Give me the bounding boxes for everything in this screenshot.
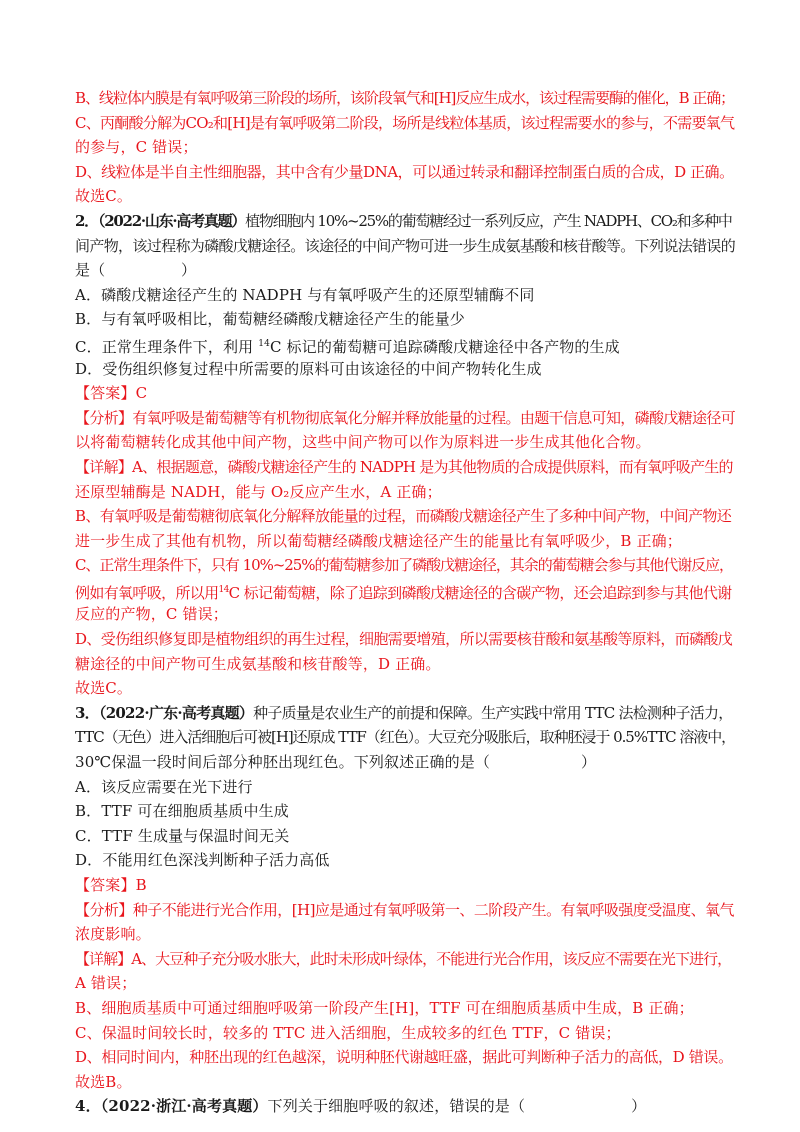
q3-number: 3． — [75, 703, 99, 722]
q2-stem-text1: 植物细胞内 10%~25%的葡萄糖经过一系列反应，产生 NADPH、CO₂和多种中 — [245, 211, 732, 230]
q2-stem-line2: 间产物，该过程称为磷酸戊糖途径。该途径的中间产物可进一步生成氨基酸和核苷酸等。下列说法错误的 — [75, 236, 736, 255]
prev-detail-d: D、线粒体是半自主性细胞器，其中含有少量DNA，可以通过转录和翻译控制蛋白质的合成，D 正确。 — [75, 162, 734, 181]
q2-detail-c1: C、正常生理条件下，只有 10%~25%的葡萄糖参加了磷酸戊糖途径，其余的葡萄糖会参与其他代谢反应， — [75, 556, 733, 575]
prev-detail-b: B、线粒体内膜是有氧呼吸第三阶段的场所，该阶段氧气和[H]反应生成水，该过程需要酶的催化，B 正确； — [75, 89, 735, 107]
q2-option-d: D．受伤组织修复过程中所需要的原料可由该途径的中间产物转化生成 — [75, 359, 542, 378]
q3-option-c: C．TTF 生成量与保温时间无关 — [75, 826, 290, 845]
q2-number: 2． — [75, 211, 98, 230]
q2-answer: 【答案】C — [75, 384, 148, 403]
q3-stem-line2: TTC（无色）进入活细胞后可被[H]还原成 TTF（红色）。大豆充分吸胀后，取种胚浸于 0.5%TTC 溶液中， — [75, 728, 736, 747]
q3-source: （2022·广东·高考真题） — [98, 703, 254, 722]
q3-conclusion: 故选B。 — [75, 1072, 132, 1091]
q2-detail-b2: 进一步生成了其他有机物，所以葡萄糖经磷酸戊糖途径产生的能量比有氧呼吸少，B 正确； — [75, 531, 682, 550]
q2-detail-b1: B、有氧呼吸是葡萄糖彻底氧化分解释放能量的过程，而磷酸戊糖途径产生了多种中间产物，中间产物还 — [75, 507, 732, 526]
q3-option-b: B．TTF 可在细胞质基质中生成 — [75, 802, 289, 821]
q3-analysis-line2: 浓度影响。 — [75, 925, 151, 944]
q2-option-a: A．磷酸戊糖途径产生的 NADPH 与有氧呼吸产生的还原型辅酶不同 — [75, 285, 535, 304]
q3-option-d: D．不能用红色深浅判断种子活力高低 — [75, 851, 330, 870]
q4-stem-text: 下列关于细胞呼吸的叙述，错误的是（ ） — [267, 1097, 647, 1116]
q2-detail-a1: 【详解】A、根据题意，磷酸戊糖途径产生的 NADPH 是为其他物质的合成提供原料，而有氧呼吸产生的 — [75, 457, 733, 476]
q2-option-c — [75, 332, 735, 357]
prev-detail-c-line1: C、丙酮酸分解为CO₂和[H]是有氧呼吸第二阶段，场所是线粒体基质，该过程需要水的参与，不需要氧气 — [75, 113, 735, 132]
q3-detail-b: B、细胞质基质中可通过细胞呼吸第一阶段产生[H]，TTF 可在细胞质基质中生成，B 正确； — [75, 998, 694, 1017]
q2-detail-c3: 反应的产物，C 错误； — [75, 605, 228, 624]
q2-stem-line3: 是（ ） — [75, 261, 197, 280]
q3-stem-line1 — [75, 701, 735, 726]
q2-option-c-sup: 14 — [258, 338, 270, 349]
q3-detail-a2: A 错误； — [75, 974, 137, 993]
q2-option-c-pre: C．正常生理条件下，利用 — [75, 337, 259, 356]
q2-detail-c2-post: C 标记葡萄糖，除了追踪到磷酸戊糖途径的含碳产物，还会追踪到参与其他代谢 — [228, 583, 732, 602]
q2-source: （2022·山东·高考真题） — [97, 211, 246, 230]
q2-option-c-post: C 标记的葡萄糖可追踪磷酸戊糖途径中各产物的生成 — [269, 337, 620, 356]
prev-detail-c-line2: 的参与，C 错误； — [75, 138, 198, 157]
q4-stem-line1 — [75, 1094, 735, 1119]
q3-detail-d: D、相同时间内，种胚出现的红色越深，说明种胚代谢越旺盛，据此可判断种子活力的高低，D 错误。 — [75, 1048, 733, 1067]
prev-conclusion: 故选C。 — [75, 187, 133, 206]
q2-detail-c2-pre: 例如有氧呼吸，所以用 — [75, 583, 219, 602]
q2-detail-a2: 还原型辅酶是 NADH，能与 O₂反应产生水，A 正确； — [75, 482, 442, 501]
q3-option-a: A．该反应需要在光下进行 — [75, 777, 253, 796]
q2-stem-line1 — [75, 209, 735, 234]
q3-stem-text1: 种子质量是农业生产的前提和保障。生产实践中常用 TTC 法检测种子活力， — [253, 703, 733, 722]
q2-option-b: B．与有氧呼吸相比，葡萄糖经磷酸戊糖途径产生的能量少 — [75, 310, 465, 329]
q2-detail-c2-sup: 14 — [218, 584, 229, 595]
q3-detail-a1: 【详解】A、大豆种子充分吸水胀大，此时未形成叶绿体，不能进行光合作用，该反应不需要在光下进行， — [75, 949, 732, 968]
q4-source: （2022·浙江·高考真题） — [100, 1097, 268, 1116]
q2-analysis-line2: 以将葡萄糖转化成其他中间产物，这些中间产物可以作为原料进一步生成其他化合物。 — [75, 433, 651, 452]
q2-detail-d2: 糖途径的中间产物可生成氨基酸和核苷酸等，D 正确。 — [75, 654, 441, 673]
q2-analysis-line1: 【分析】有氧呼吸是葡萄糖等有机物彻底氧化分解并释放能量的过程。由题干信息可知，磷酸戊糖途径可 — [75, 408, 736, 427]
q3-detail-c: C、保温时间较长时，较多的 TTC 进入活细胞，生成较多的红色 TTF，C 错误； — [75, 1023, 621, 1042]
q3-analysis-line1: 【分析】种子不能进行光合作用，[H]应是通过有氧呼吸第一、二阶段产生。有氧呼吸强度受温度、氧气 — [75, 900, 734, 919]
q2-conclusion: 故选C。 — [75, 679, 133, 698]
q2-detail-d1: D、受伤组织修复即是植物组织的再生过程，细胞需要增殖，所以需要核苷酸和氨基酸等原料，而磷酸戊 — [75, 630, 733, 649]
q3-answer: 【答案】B — [75, 876, 147, 894]
q4-number: 4． — [75, 1097, 101, 1116]
q3-stem-line3: 30℃保温一段时间后部分种胚出现红色。下列叙述正确的是（ ） — [75, 753, 597, 772]
document-page — [75, 86, 735, 1119]
q2-detail-c2 — [75, 578, 735, 603]
